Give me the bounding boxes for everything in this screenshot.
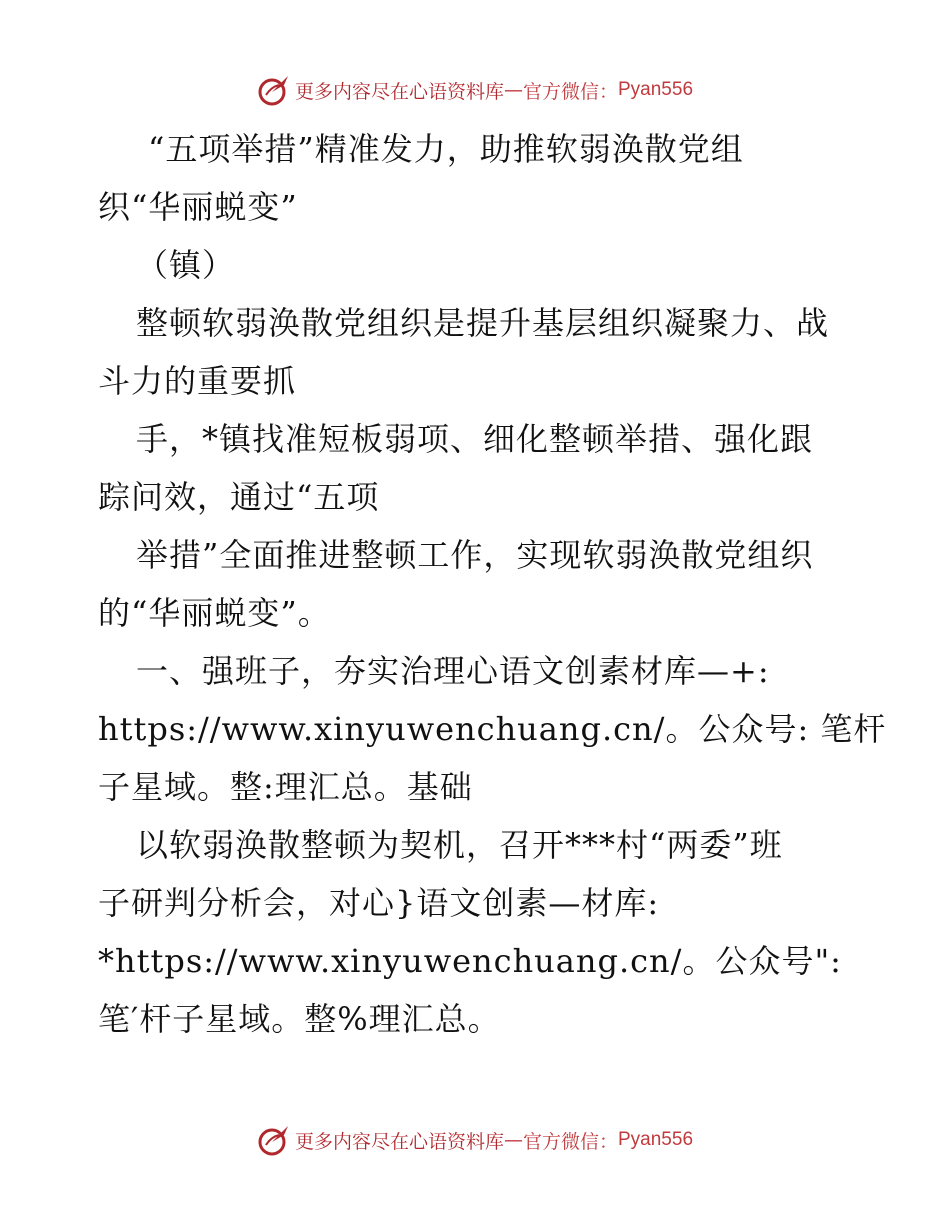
document-body bbox=[98, 120, 887, 1048]
document-subtitle: （镇） bbox=[136, 246, 236, 284]
paragraph-line: 的“华丽蜕变”。 bbox=[98, 594, 331, 632]
banner-wechat-id: Pyan556 bbox=[618, 79, 694, 100]
banner-separator: — bbox=[503, 79, 523, 101]
paragraph-line: 手，*镇找准短板弱项、细化整顿举措、强化跟 bbox=[136, 420, 814, 458]
paragraph-line: 子星域。整:理汇总。基础 bbox=[98, 768, 473, 806]
header-watermark bbox=[0, 70, 950, 110]
footer-watermark bbox=[0, 1120, 950, 1160]
paragraph-line: 笔′杆子星域。整%理汇总。 bbox=[98, 1000, 501, 1038]
quill-logo-icon bbox=[257, 1123, 291, 1157]
quill-logo-icon bbox=[257, 73, 291, 107]
paragraph-line: 整顿软弱涣散党组织是提升基层组织凝聚力、战 bbox=[136, 304, 830, 342]
section-heading-line: 一、强班子，夯实治理心语文创素材库—+: bbox=[136, 652, 770, 690]
document-title-line-2: 织“华丽蜕变” bbox=[98, 188, 298, 226]
banner-official: 官方微信： bbox=[522, 80, 618, 103]
document-title-line-1: “五项举措”精准发力，助推软弱涣散党组 bbox=[148, 130, 744, 168]
paragraph-line: 斗力的重要抓 bbox=[98, 362, 297, 400]
banner-separator: — bbox=[503, 1129, 523, 1151]
banner-text: 更多内容尽在心语资料库 bbox=[294, 80, 504, 103]
paragraph-line: 子研判分析会，对心}语文创素—材库: bbox=[98, 884, 660, 922]
banner-text: 更多内容尽在心语资料库 bbox=[294, 1130, 504, 1153]
paragraph-line: *https://www.xinyuwenchuang.cn/。公众号": bbox=[98, 942, 842, 980]
banner-official: 官方微信： bbox=[522, 1130, 618, 1153]
paragraph-line: 以软弱涣散整顿为契机，召开***村“两委”班 bbox=[136, 826, 783, 864]
paragraph-line: 踪问效，通过“五项 bbox=[98, 478, 380, 516]
paragraph-line: 举措”全面推进整顿工作，实现软弱涣散党组织 bbox=[136, 536, 814, 574]
banner-wechat-id: Pyan556 bbox=[618, 1129, 694, 1150]
paragraph-line: https://www.xinyuwenchuang.cn/。公众号: 笔杆 bbox=[98, 710, 887, 748]
